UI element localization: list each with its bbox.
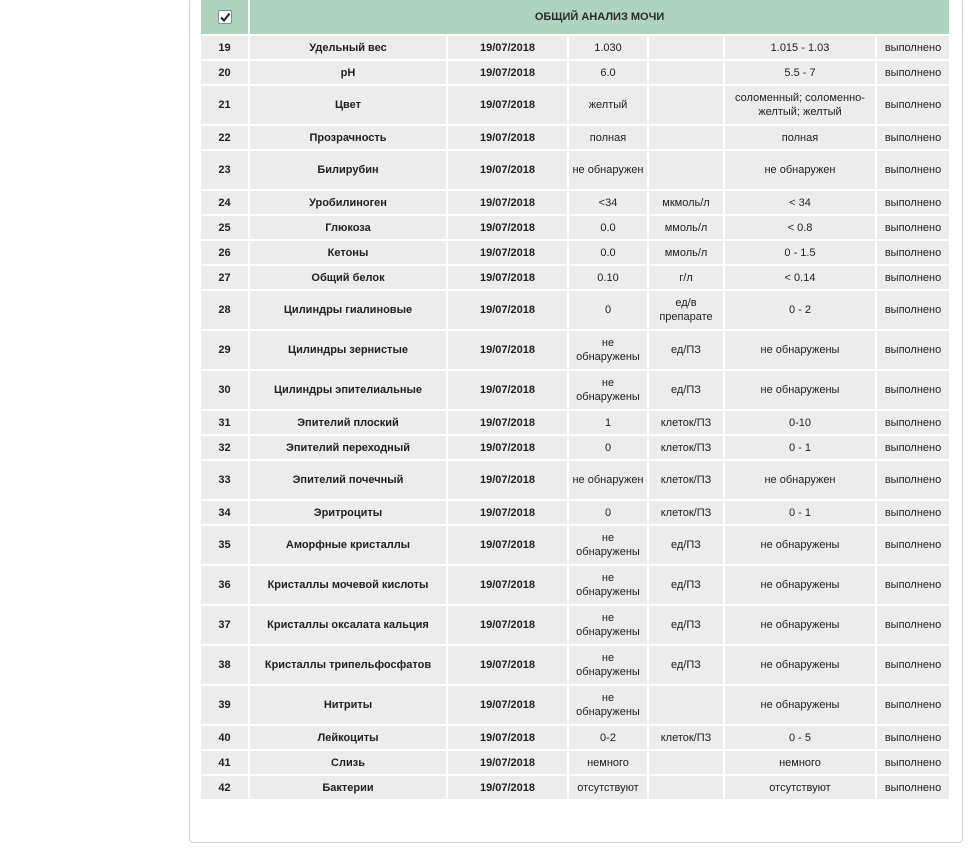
- cell-name: Билирубин: [250, 151, 448, 191]
- cell-name: Удельный вес: [250, 36, 448, 61]
- table-row: [201, 566, 951, 606]
- cell-num: 28: [201, 291, 250, 331]
- cell-ref: 0 - 1.5: [725, 241, 877, 266]
- cell-date: 19/07/2018: [448, 726, 569, 751]
- cell-ref: не обнаружены: [725, 566, 877, 606]
- table-row: [201, 776, 951, 801]
- cell-date: 19/07/2018: [448, 266, 569, 291]
- cell-date: 19/07/2018: [448, 331, 569, 371]
- select-all-cell[interactable]: [201, 0, 250, 36]
- cell-status: выполнено: [877, 646, 951, 686]
- cell-ref: 5.5 - 7: [725, 61, 877, 86]
- cell-date: 19/07/2018: [448, 566, 569, 606]
- cell-status: выполнено: [877, 151, 951, 191]
- cell-ref: 0 - 1: [725, 501, 877, 526]
- cell-ref: отсутствуют: [725, 776, 877, 801]
- cell-value: желтый: [569, 86, 649, 126]
- cell-name: Кетоны: [250, 241, 448, 266]
- table-row: [201, 461, 951, 501]
- table-row: [201, 501, 951, 526]
- cell-value: 0.0: [569, 216, 649, 241]
- cell-unit: мкмоль/л: [649, 191, 725, 216]
- table-row: [201, 371, 951, 411]
- cell-date: 19/07/2018: [448, 411, 569, 436]
- table-row: [201, 606, 951, 646]
- cell-unit: [649, 751, 725, 776]
- cell-date: 19/07/2018: [448, 291, 569, 331]
- cell-value: не обнаружены: [569, 526, 649, 566]
- cell-unit: клеток/ПЗ: [649, 726, 725, 751]
- cell-name: Эпителий переходный: [250, 436, 448, 461]
- table-row: [201, 291, 951, 331]
- cell-num: 19: [201, 36, 250, 61]
- cell-status: выполнено: [877, 36, 951, 61]
- cell-status: выполнено: [877, 436, 951, 461]
- cell-value: не обнаружены: [569, 566, 649, 606]
- cell-name: Прозрачность: [250, 126, 448, 151]
- cell-ref: не обнаружены: [725, 331, 877, 371]
- cell-ref: не обнаружены: [725, 526, 877, 566]
- cell-value: отсутствуют: [569, 776, 649, 801]
- cell-status: выполнено: [877, 776, 951, 801]
- table-row: [201, 436, 951, 461]
- cell-num: 34: [201, 501, 250, 526]
- cell-num: 35: [201, 526, 250, 566]
- cell-num: 24: [201, 191, 250, 216]
- table-row: [201, 86, 951, 126]
- cell-num: 27: [201, 266, 250, 291]
- cell-unit: [649, 776, 725, 801]
- cell-date: 19/07/2018: [448, 606, 569, 646]
- cell-date: 19/07/2018: [448, 61, 569, 86]
- cell-name: Кристаллы трипельфосфатов: [250, 646, 448, 686]
- cell-status: выполнено: [877, 291, 951, 331]
- cell-name: Цилиндры эпителиальные: [250, 371, 448, 411]
- cell-name: Цилиндры гиалиновые: [250, 291, 448, 331]
- cell-date: 19/07/2018: [448, 241, 569, 266]
- cell-name: Кристаллы оксалата кальция: [250, 606, 448, 646]
- cell-status: выполнено: [877, 371, 951, 411]
- cell-status: выполнено: [877, 461, 951, 501]
- cell-name: Эритроциты: [250, 501, 448, 526]
- cell-date: 19/07/2018: [448, 151, 569, 191]
- cell-date: 19/07/2018: [448, 436, 569, 461]
- cell-unit: ед/ПЗ: [649, 566, 725, 606]
- cell-value: 1.030: [569, 36, 649, 61]
- cell-status: выполнено: [877, 266, 951, 291]
- cell-unit: клеток/ПЗ: [649, 436, 725, 461]
- cell-unit: ед/ПЗ: [649, 371, 725, 411]
- cell-status: выполнено: [877, 526, 951, 566]
- cell-date: 19/07/2018: [448, 86, 569, 126]
- cell-num: 41: [201, 751, 250, 776]
- cell-unit: [649, 151, 725, 191]
- cell-date: 19/07/2018: [448, 461, 569, 501]
- results-table: [201, 0, 951, 801]
- cell-date: 19/07/2018: [448, 191, 569, 216]
- cell-ref: не обнаружен: [725, 151, 877, 191]
- cell-status: выполнено: [877, 126, 951, 151]
- cell-ref: < 34: [725, 191, 877, 216]
- cell-num: 37: [201, 606, 250, 646]
- cell-ref: полная: [725, 126, 877, 151]
- select-all-checkbox[interactable]: [218, 10, 232, 24]
- cell-name: Общий белок: [250, 266, 448, 291]
- cell-date: 19/07/2018: [448, 686, 569, 726]
- cell-date: 19/07/2018: [448, 501, 569, 526]
- cell-unit: [649, 126, 725, 151]
- table-row: [201, 191, 951, 216]
- cell-num: 38: [201, 646, 250, 686]
- cell-ref: не обнаружены: [725, 371, 877, 411]
- cell-num: 29: [201, 331, 250, 371]
- cell-value: 0: [569, 436, 649, 461]
- cell-ref: 1.015 - 1.03: [725, 36, 877, 61]
- cell-num: 33: [201, 461, 250, 501]
- cell-value: 1: [569, 411, 649, 436]
- cell-value: 6.0: [569, 61, 649, 86]
- cell-unit: ммоль/л: [649, 216, 725, 241]
- cell-status: выполнено: [877, 191, 951, 216]
- table-row: [201, 241, 951, 266]
- cell-status: выполнено: [877, 241, 951, 266]
- checkmark-icon: [219, 11, 231, 23]
- cell-value: не обнаружены: [569, 331, 649, 371]
- cell-ref: не обнаружен: [725, 461, 877, 501]
- cell-status: выполнено: [877, 216, 951, 241]
- table-row: [201, 646, 951, 686]
- cell-ref: 0 - 5: [725, 726, 877, 751]
- cell-value: не обнаружен: [569, 461, 649, 501]
- cell-status: выполнено: [877, 501, 951, 526]
- cell-unit: клеток/ПЗ: [649, 461, 725, 501]
- table-row: [201, 751, 951, 776]
- cell-num: 39: [201, 686, 250, 726]
- table-row: [201, 411, 951, 436]
- section-header-row: [201, 0, 951, 36]
- cell-num: 21: [201, 86, 250, 126]
- cell-status: выполнено: [877, 61, 951, 86]
- cell-name: Цвет: [250, 86, 448, 126]
- cell-name: Аморфные кристаллы: [250, 526, 448, 566]
- cell-num: 40: [201, 726, 250, 751]
- table-row: [201, 36, 951, 61]
- cell-num: 32: [201, 436, 250, 461]
- cell-status: выполнено: [877, 331, 951, 371]
- cell-value: не обнаружены: [569, 606, 649, 646]
- cell-status: выполнено: [877, 566, 951, 606]
- cell-unit: ммоль/л: [649, 241, 725, 266]
- cell-value: 0.10: [569, 266, 649, 291]
- cell-status: выполнено: [877, 86, 951, 126]
- cell-num: 26: [201, 241, 250, 266]
- cell-unit: ед/ПЗ: [649, 331, 725, 371]
- cell-value: не обнаружены: [569, 686, 649, 726]
- cell-name: Лейкоциты: [250, 726, 448, 751]
- cell-ref: не обнаружены: [725, 686, 877, 726]
- table-row: [201, 686, 951, 726]
- cell-date: 19/07/2018: [448, 36, 569, 61]
- cell-ref: не обнаружены: [725, 646, 877, 686]
- cell-unit: [649, 686, 725, 726]
- cell-ref: 0 - 2: [725, 291, 877, 331]
- cell-value: 0-2: [569, 726, 649, 751]
- table-row: [201, 126, 951, 151]
- cell-name: Нитриты: [250, 686, 448, 726]
- cell-ref: < 0.8: [725, 216, 877, 241]
- cell-value: немного: [569, 751, 649, 776]
- cell-ref: немного: [725, 751, 877, 776]
- table-row: [201, 216, 951, 241]
- cell-value: 0: [569, 291, 649, 331]
- cell-unit: ед/в препарате: [649, 291, 725, 331]
- cell-status: выполнено: [877, 686, 951, 726]
- cell-status: выполнено: [877, 606, 951, 646]
- cell-value: <34: [569, 191, 649, 216]
- cell-num: 36: [201, 566, 250, 606]
- table-row: [201, 61, 951, 86]
- section-title: ОБЩИЙ АНАЛИЗ МОЧИ: [250, 0, 951, 36]
- cell-num: 30: [201, 371, 250, 411]
- cell-name: pH: [250, 61, 448, 86]
- table-row: [201, 266, 951, 291]
- cell-status: выполнено: [877, 411, 951, 436]
- cell-name: Слизь: [250, 751, 448, 776]
- cell-value: 0.0: [569, 241, 649, 266]
- cell-value: полная: [569, 126, 649, 151]
- cell-name: Кристаллы мочевой кислоты: [250, 566, 448, 606]
- cell-name: Бактерии: [250, 776, 448, 801]
- table-row: [201, 526, 951, 566]
- cell-date: 19/07/2018: [448, 776, 569, 801]
- cell-unit: клеток/ПЗ: [649, 501, 725, 526]
- cell-date: 19/07/2018: [448, 646, 569, 686]
- cell-unit: [649, 61, 725, 86]
- cell-name: Уробилиноген: [250, 191, 448, 216]
- cell-ref: 0 - 1: [725, 436, 877, 461]
- cell-date: 19/07/2018: [448, 751, 569, 776]
- cell-value: не обнаружен: [569, 151, 649, 191]
- cell-date: 19/07/2018: [448, 526, 569, 566]
- table-row: [201, 331, 951, 371]
- cell-ref: не обнаружены: [725, 606, 877, 646]
- cell-status: выполнено: [877, 726, 951, 751]
- cell-num: 42: [201, 776, 250, 801]
- cell-unit: ед/ПЗ: [649, 606, 725, 646]
- cell-value: не обнаружены: [569, 646, 649, 686]
- cell-num: 25: [201, 216, 250, 241]
- cell-unit: ед/ПЗ: [649, 526, 725, 566]
- cell-unit: г/л: [649, 266, 725, 291]
- cell-unit: [649, 86, 725, 126]
- cell-date: 19/07/2018: [448, 371, 569, 411]
- cell-unit: [649, 36, 725, 61]
- cell-num: 20: [201, 61, 250, 86]
- cell-name: Эпителий почечный: [250, 461, 448, 501]
- cell-ref: соломенный; соломенно-желтый; желтый: [725, 86, 877, 126]
- cell-value: 0: [569, 501, 649, 526]
- cell-name: Цилиндры зернистые: [250, 331, 448, 371]
- cell-num: 22: [201, 126, 250, 151]
- table-row: [201, 151, 951, 191]
- cell-value: не обнаружены: [569, 371, 649, 411]
- table-row: [201, 726, 951, 751]
- cell-ref: < 0.14: [725, 266, 877, 291]
- cell-ref: 0-10: [725, 411, 877, 436]
- cell-unit: клеток/ПЗ: [649, 411, 725, 436]
- cell-name: Глюкоза: [250, 216, 448, 241]
- cell-date: 19/07/2018: [448, 216, 569, 241]
- cell-status: выполнено: [877, 751, 951, 776]
- cell-num: 31: [201, 411, 250, 436]
- cell-date: 19/07/2018: [448, 126, 569, 151]
- cell-name: Эпителий плоский: [250, 411, 448, 436]
- cell-num: 23: [201, 151, 250, 191]
- cell-unit: ед/ПЗ: [649, 646, 725, 686]
